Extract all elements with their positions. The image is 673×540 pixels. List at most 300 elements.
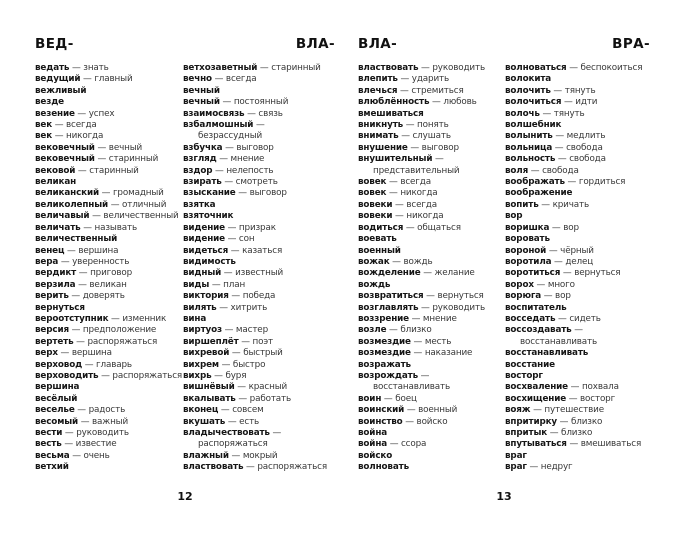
gloss: всегда <box>400 177 431 188</box>
gloss: знать <box>83 63 109 73</box>
dictionary-entry <box>505 223 650 234</box>
headword: влепить <box>358 74 398 85</box>
headword: вечный <box>183 97 220 108</box>
headword: волочиться <box>505 97 562 108</box>
gloss: идти <box>575 97 598 108</box>
headword: ведущий <box>35 74 81 85</box>
dictionary-entry <box>505 360 650 371</box>
dictionary-entry <box>358 303 505 314</box>
headword: вольница <box>505 142 553 153</box>
dash-separator: — <box>69 63 84 73</box>
gloss: похвала <box>581 382 619 393</box>
gloss: никогда <box>406 211 444 222</box>
dictionary-entry <box>35 394 183 405</box>
gloss: руководить <box>76 428 129 438</box>
dictionary-entry <box>505 131 650 142</box>
gloss: старинный <box>89 165 139 176</box>
dictionary-entry <box>505 371 650 382</box>
headword: взяточник <box>183 211 234 222</box>
headword: век <box>35 131 53 142</box>
gloss: свобода <box>566 142 603 153</box>
dictionary-entry <box>183 74 335 85</box>
dictionary-entry <box>183 417 335 428</box>
headword: вековой <box>35 165 76 176</box>
dash-separator: — <box>381 393 396 404</box>
dictionary-entry <box>358 86 505 97</box>
gloss: медлить <box>566 131 606 142</box>
headword: верховод <box>35 359 83 370</box>
dash-separator: — <box>418 302 433 313</box>
headword: воротиться <box>505 268 561 279</box>
dictionary-entry <box>358 268 505 279</box>
dash-separator: — <box>402 416 417 427</box>
gloss: гордиться <box>578 177 626 188</box>
dictionary-entry <box>505 462 650 473</box>
dash-separator: — <box>404 405 419 416</box>
gloss: вечный <box>108 142 143 153</box>
headword: вековечный <box>35 154 95 165</box>
gloss: тянуть <box>564 85 596 96</box>
dash-separator: — <box>552 142 567 153</box>
dash-separator: — <box>52 120 67 131</box>
gloss: мнение <box>230 154 265 165</box>
dictionary-entry <box>35 451 183 462</box>
headword: воришка <box>505 222 550 233</box>
headword: воззрение <box>358 313 409 324</box>
headword: вероотступник <box>35 313 109 324</box>
gloss: выговор <box>249 188 287 199</box>
dash-separator: — <box>253 120 265 131</box>
dictionary-entry <box>183 451 335 462</box>
gloss: вождь <box>403 256 433 267</box>
headword: великанский <box>35 188 99 199</box>
gloss: чёрный <box>560 245 594 256</box>
dash-separator: — <box>386 177 401 188</box>
dash-separator: — <box>539 108 554 119</box>
headword: впутываться <box>505 439 567 450</box>
gloss: восстанавливать <box>373 382 451 393</box>
headword: вожделение <box>358 268 421 279</box>
dictionary-entry <box>358 314 505 325</box>
dash-separator: — <box>526 462 541 473</box>
dictionary-entry <box>183 109 335 120</box>
gloss: буря <box>225 370 247 381</box>
dictionary-entry <box>35 439 183 450</box>
dictionary-entry <box>358 451 505 462</box>
dash-separator: — <box>561 97 576 108</box>
gloss: отличный <box>122 199 167 210</box>
dash-separator: — <box>566 393 581 404</box>
headword: влюблённость <box>358 97 430 108</box>
dictionary-entry <box>505 257 650 268</box>
dash-separator: — <box>386 325 401 336</box>
headword: вопить <box>505 199 539 210</box>
headword: ветхий <box>35 462 69 473</box>
gloss: кричать <box>552 199 590 210</box>
headword: возле <box>358 325 387 336</box>
dictionary-entry <box>35 325 183 336</box>
dash-separator: — <box>62 428 77 438</box>
gloss: беспокоиться <box>580 63 643 73</box>
entry-column <box>183 63 335 474</box>
gloss: мокрый <box>242 450 278 461</box>
gloss: уверенность <box>72 256 130 267</box>
dictionary-entry <box>505 86 650 97</box>
gloss: руководить <box>432 302 485 313</box>
dictionary-entry <box>35 234 183 245</box>
gloss: восторг <box>580 393 616 404</box>
dash-separator: — <box>211 74 226 85</box>
dictionary-entry <box>183 268 335 279</box>
headword: верх <box>35 348 58 359</box>
dictionary-entry <box>35 371 183 382</box>
dash-separator: — <box>418 370 430 381</box>
dash-separator: — <box>432 154 444 165</box>
running-head <box>35 36 335 52</box>
headword: вор <box>505 211 523 222</box>
headword: взыскание <box>183 188 236 199</box>
dictionary-entry <box>358 211 505 222</box>
dash-separator: — <box>238 336 253 347</box>
dash-separator: — <box>557 416 571 427</box>
gloss: радость <box>88 405 126 416</box>
dictionary-entry <box>358 439 505 450</box>
dictionary-entry <box>35 428 183 439</box>
headword: верзила <box>35 279 76 290</box>
dash-separator: — <box>555 313 570 324</box>
dictionary-entry <box>183 348 335 359</box>
dash-separator: — <box>68 325 83 336</box>
headword: возвратиться <box>358 291 424 302</box>
gloss: руководить <box>432 63 486 73</box>
dictionary-entry <box>358 223 505 234</box>
gloss: известный <box>235 268 284 279</box>
gloss: боец <box>395 393 417 404</box>
dictionary-entry <box>35 154 183 165</box>
dash-separator: — <box>98 370 113 381</box>
headword: воевать <box>358 234 397 245</box>
gloss: величественный <box>103 211 179 222</box>
dash-separator: — <box>108 199 122 210</box>
dash-separator: — <box>528 165 543 176</box>
dictionary-entry <box>35 143 183 154</box>
dictionary-entry <box>505 291 650 302</box>
dictionary-entry <box>35 246 183 257</box>
dash-separator: — <box>530 405 545 416</box>
gloss: представительный <box>373 165 460 176</box>
dictionary-entry <box>35 86 183 97</box>
headword: вовеки <box>358 211 393 222</box>
headword: возмездие <box>358 348 411 359</box>
dash-separator: — <box>560 268 575 279</box>
dictionary-entry <box>358 97 505 108</box>
dash-separator: — <box>392 211 407 222</box>
gloss: вершина <box>71 348 112 359</box>
gloss: всегда <box>406 199 437 210</box>
headword: вихрь <box>183 370 212 381</box>
dash-separator: — <box>541 291 556 302</box>
dictionary-entry <box>358 428 505 439</box>
dash-separator: — <box>222 142 237 153</box>
dash-separator: — <box>269 428 282 438</box>
dash-separator: — <box>108 313 123 324</box>
entry-column <box>358 63 505 474</box>
headword: властвовать <box>183 462 244 473</box>
dictionary-entry <box>35 462 183 473</box>
gloss: работать <box>249 393 292 404</box>
gloss: свобода <box>569 154 606 165</box>
dictionary-entry <box>358 154 505 177</box>
dictionary-entry <box>358 348 505 359</box>
dictionary-entry <box>505 74 650 85</box>
gloss: тянуть <box>553 108 585 119</box>
dictionary-entry <box>183 337 335 348</box>
dictionary-entry <box>35 109 183 120</box>
gloss: безрассудный <box>198 131 263 142</box>
dash-separator: — <box>429 97 444 108</box>
gloss: ударить <box>411 74 450 85</box>
headword: восхваление <box>505 382 568 393</box>
dictionary-entry <box>35 188 183 199</box>
headword: водиться <box>358 222 404 233</box>
gloss: красный <box>248 382 288 393</box>
headword: весьма <box>35 450 70 461</box>
dictionary-entry <box>505 200 650 211</box>
headword: возмездие <box>358 336 411 347</box>
headword: вовеки <box>358 199 393 210</box>
gloss: победа <box>242 291 276 302</box>
dictionary-entry <box>358 143 505 154</box>
dash-separator: — <box>403 222 418 233</box>
dictionary-entry <box>358 405 505 416</box>
dash-separator: — <box>58 256 73 267</box>
headword: ведать <box>35 63 70 73</box>
headword: враг <box>505 462 527 473</box>
gloss: сон <box>238 234 255 245</box>
dictionary-entry <box>183 154 335 165</box>
headword: взгляд <box>183 154 217 165</box>
dictionary-entry <box>183 291 335 302</box>
dictionary-entry <box>505 166 650 177</box>
headword: восстанавливать <box>505 348 589 359</box>
headword: воображение <box>505 188 573 199</box>
gloss: известие <box>75 439 117 450</box>
dash-separator: — <box>224 234 239 245</box>
headword: взятка <box>183 199 216 210</box>
gloss: называть <box>94 222 137 233</box>
gloss: вор <box>555 291 571 302</box>
dash-separator: — <box>410 348 425 359</box>
headword: вечно <box>183 74 212 85</box>
dictionary-entry <box>358 120 505 131</box>
dash-separator: — <box>69 450 84 461</box>
headword: виктория <box>183 291 229 302</box>
headword: взбучка <box>183 142 223 153</box>
dictionary-entry <box>505 280 650 291</box>
dash-separator: — <box>549 222 564 233</box>
dictionary-entry <box>35 74 183 85</box>
gloss: распоряжаться <box>112 370 183 381</box>
dash-separator: — <box>74 108 89 119</box>
dictionary-entry <box>358 394 505 405</box>
headword: вольность <box>505 154 556 165</box>
dash-separator: — <box>64 245 79 256</box>
guide-word-left: ВЕД- <box>35 36 74 52</box>
dictionary-entry <box>35 177 183 188</box>
dash-separator: — <box>397 85 412 96</box>
headword: вождь <box>358 279 391 290</box>
dictionary-entry <box>183 382 335 393</box>
headword: взаимосвязь <box>183 108 245 119</box>
dash-separator: — <box>235 393 250 404</box>
dictionary-entry <box>358 109 505 120</box>
dictionary-entry <box>505 211 650 222</box>
dash-separator: — <box>552 131 567 142</box>
gloss: есть <box>239 416 260 427</box>
dash-separator: — <box>89 211 104 222</box>
headword: внимать <box>358 131 399 142</box>
gloss: распоряжаться <box>257 462 327 473</box>
headword: вершина <box>35 382 80 393</box>
dash-separator: — <box>389 256 404 267</box>
headword: венец <box>35 245 65 256</box>
dictionary-entry <box>505 405 650 416</box>
gloss: предположение <box>82 325 157 336</box>
dictionary-entry <box>183 280 335 291</box>
headword: вихрем <box>183 359 219 370</box>
dash-separator: — <box>80 74 95 85</box>
dash-separator: — <box>75 279 90 290</box>
dictionary-entry <box>35 166 183 177</box>
dictionary-entry <box>505 451 650 462</box>
headword: восстание <box>505 359 555 370</box>
dash-separator: — <box>209 279 224 290</box>
gloss: путешествие <box>544 405 604 416</box>
dictionary-entry <box>183 86 335 97</box>
gloss: много <box>547 279 575 290</box>
headword: вздор <box>183 165 213 176</box>
gloss: мнение <box>422 313 457 324</box>
gloss: главарь <box>96 359 132 370</box>
dictionary-entry <box>183 166 335 177</box>
dash-separator: — <box>547 428 562 438</box>
dictionary-entry <box>358 177 505 188</box>
headword: воображать <box>505 177 565 188</box>
gloss: хитрить <box>230 302 268 313</box>
headword: весёлый <box>35 393 78 404</box>
headword: видеться <box>183 245 229 256</box>
headword: вмешиваться <box>358 108 424 119</box>
dictionary-entry <box>358 131 505 142</box>
headword: верить <box>35 291 69 302</box>
page-number: 13 <box>496 489 512 503</box>
dash-separator: — <box>551 256 566 267</box>
gloss: понять <box>417 120 449 131</box>
gloss: поэт <box>252 336 274 347</box>
gloss: всегда <box>66 120 97 131</box>
headword: волноваться <box>505 63 567 73</box>
headword: великолепный <box>35 199 109 210</box>
gloss: восстанавливать <box>520 336 598 347</box>
headword: вкалывать <box>183 393 236 404</box>
gloss: смотреть <box>235 177 278 188</box>
dash-separator: — <box>225 416 240 427</box>
headword: вина <box>183 313 207 324</box>
dictionary-entry <box>505 143 650 154</box>
dash-separator: — <box>408 313 423 324</box>
dash-separator: — <box>546 245 561 256</box>
headword: вечный <box>183 85 220 96</box>
headword: воинство <box>358 416 403 427</box>
dictionary-entry <box>183 200 335 211</box>
headword: ворюга <box>505 291 542 302</box>
dictionary-entry <box>35 97 183 108</box>
dictionary-entry <box>35 223 183 234</box>
dash-separator: — <box>78 416 93 427</box>
gloss: распоряжаться <box>198 439 268 450</box>
dash-separator: — <box>212 165 227 176</box>
dash-separator: — <box>550 85 565 96</box>
headword: восхищение <box>505 393 567 404</box>
gloss: свобода <box>542 165 579 176</box>
dash-separator: — <box>533 279 548 290</box>
headword: взбалмошный <box>183 120 254 131</box>
dictionary-entry <box>35 257 183 268</box>
headword: военный <box>358 245 401 256</box>
headword: виды <box>183 279 210 290</box>
dictionary-entry <box>505 303 650 314</box>
dictionary-entry <box>183 223 335 234</box>
dash-separator: — <box>82 359 97 370</box>
page-number: 12 <box>177 489 193 503</box>
headword: волшебник <box>505 120 562 131</box>
dash-separator: — <box>211 370 226 381</box>
dash-separator: — <box>80 222 95 233</box>
dash-separator: — <box>221 268 236 279</box>
dictionary-entry <box>183 325 335 336</box>
gloss: близко <box>400 325 432 336</box>
gloss: призрак <box>238 222 276 233</box>
dictionary-entry <box>35 417 183 428</box>
guide-word-left: ВЛА- <box>358 36 398 52</box>
dictionary-entry <box>505 120 650 131</box>
dash-separator: — <box>538 199 553 210</box>
headword: впритирку <box>505 416 558 427</box>
gloss: никогда <box>66 131 104 142</box>
dash-separator: — <box>257 63 272 73</box>
dictionary-entry <box>505 439 650 450</box>
headword: волочь <box>505 108 540 119</box>
dictionary-entry <box>183 428 335 451</box>
gloss: всегда <box>225 74 257 85</box>
dash-separator: — <box>219 97 234 108</box>
dictionary-entry <box>505 325 650 348</box>
gloss: никогда <box>400 188 438 199</box>
headword: вожак <box>358 256 390 267</box>
dictionary-entry <box>35 63 183 74</box>
headword: волынить <box>505 131 553 142</box>
dash-separator: — <box>564 177 579 188</box>
dictionary-entry <box>183 120 335 143</box>
dash-separator: — <box>229 348 244 359</box>
dictionary-entry <box>505 428 650 439</box>
dictionary-entry <box>358 371 505 394</box>
dictionary-entry <box>505 188 650 199</box>
headword: вернуться <box>35 302 85 313</box>
gloss: быстрый <box>243 348 283 359</box>
dash-separator: — <box>392 199 407 210</box>
gloss: желание <box>434 268 475 279</box>
